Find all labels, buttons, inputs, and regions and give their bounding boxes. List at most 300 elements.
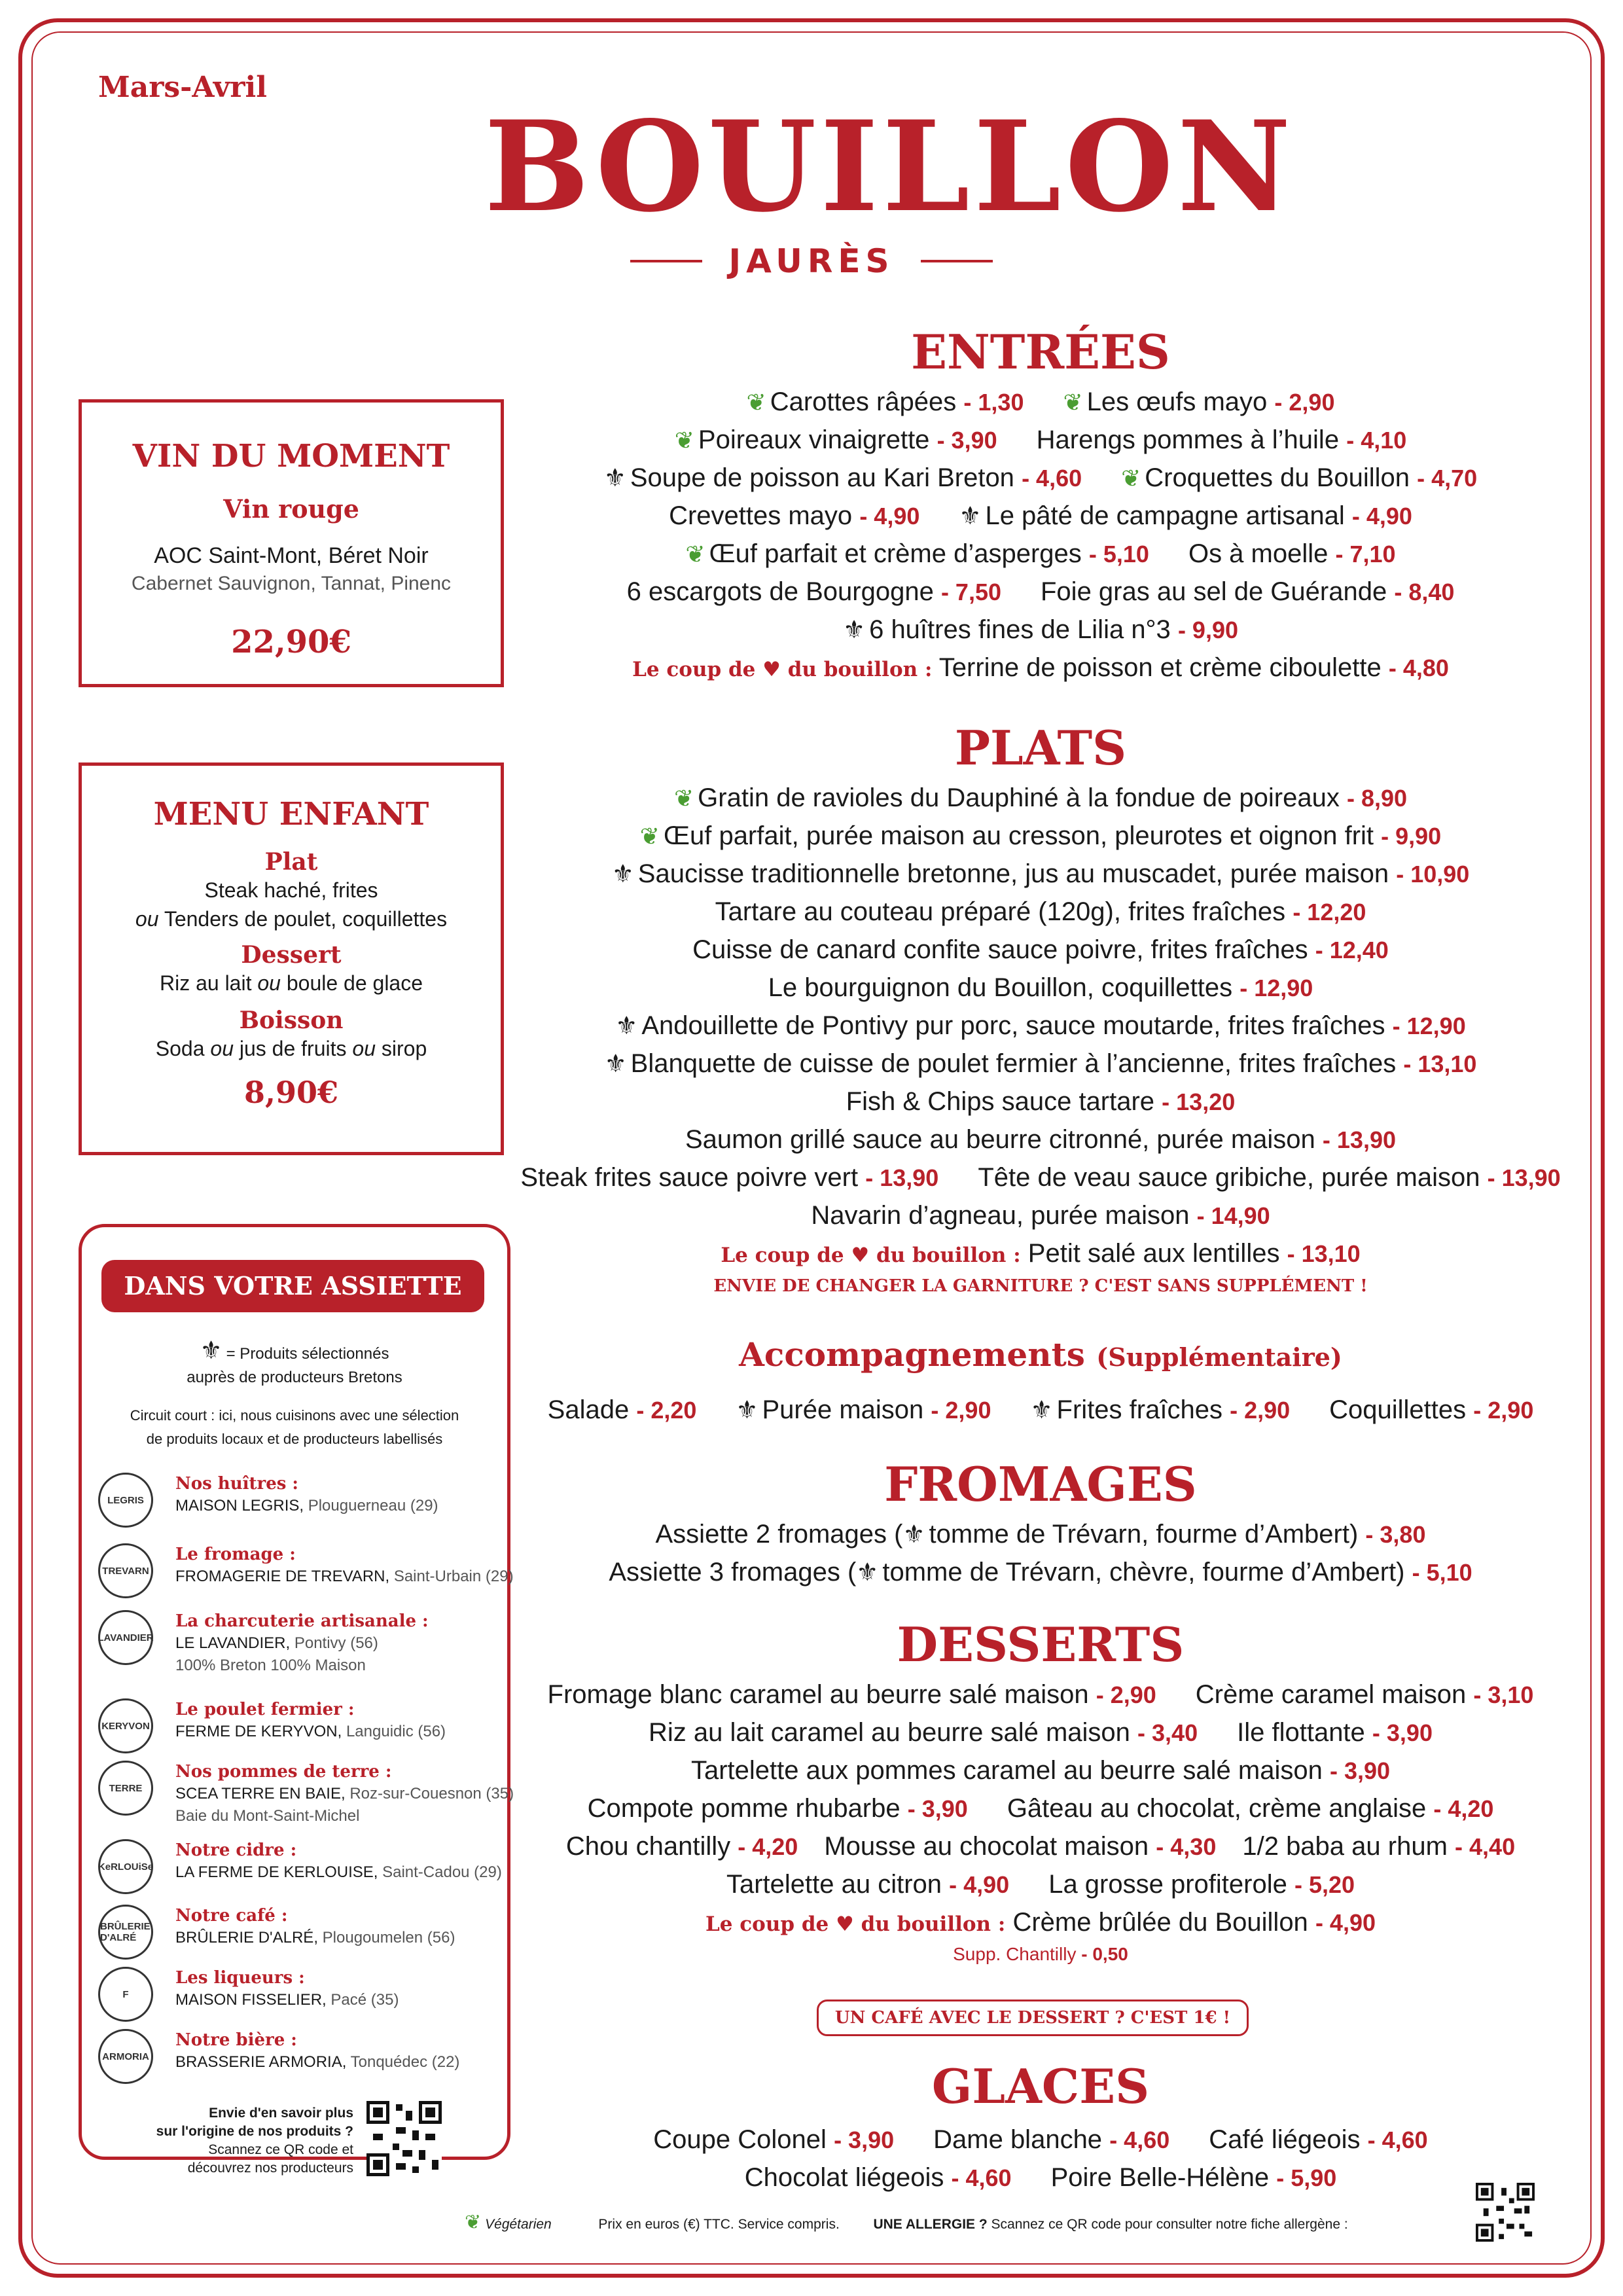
enfant-plat-label: Plat — [264, 848, 318, 876]
menu-line — [510, 1083, 1571, 1121]
entrees-list — [510, 383, 1571, 687]
item: Cuisse de canard confite sauce poivre, frites fraîches — [692, 935, 1308, 964]
item: Œuf parfait, purée maison au cresson, pleurotes et oignon frit — [663, 821, 1374, 850]
price: - 7,10 — [1335, 541, 1396, 567]
producer-item — [98, 2029, 491, 2088]
price: - 4,60 — [951, 2164, 1012, 2191]
coup-label: Le coup de ♥ du bouillon : — [705, 1912, 1006, 1936]
producer-item — [98, 1839, 502, 1898]
item: Œuf parfait et crème d’asperges — [709, 539, 1082, 568]
menu-line — [510, 779, 1571, 817]
supp-label: Supp. Chantilly — [953, 1944, 1077, 1964]
producer-logo — [98, 1967, 153, 2022]
supp-chantilly — [510, 1944, 1571, 1965]
hermine-icon: ⚜ — [603, 463, 626, 492]
item: Crème caramel maison — [1195, 1680, 1467, 1709]
producer-name-row — [175, 1632, 516, 1655]
circuit-1: Circuit court : ici, nous cuisinons avec une sélection — [130, 1407, 459, 1424]
producer-logo — [98, 1473, 153, 1528]
producer-name-row — [175, 1989, 516, 2011]
plats-title: PLATS — [954, 720, 1127, 776]
menu-line — [510, 497, 1571, 535]
price: - 4,80 — [1388, 655, 1449, 681]
price: - 9,90 — [1381, 823, 1442, 850]
producer-name: BRASSERIE ARMORIA, — [175, 2053, 347, 2071]
allergie-bold: UNE ALLERGIE ? — [873, 2217, 988, 2232]
enfant-plat-lines — [82, 876, 501, 933]
price: - 2,90 — [1096, 1681, 1156, 1708]
item: Foie gras au sel de Guérande — [1041, 577, 1387, 606]
item: Compote pomme rhubarbe — [587, 1794, 901, 1823]
enfant-plat-2: Tenders de poulet, coquillettes — [164, 907, 448, 931]
producer-logo-text: TREVARN — [102, 1565, 149, 1577]
hermine-legend — [98, 1338, 491, 1390]
price: - 4,70 — [1417, 465, 1478, 492]
menu-line — [510, 931, 1571, 969]
price: - 3,90 — [834, 2126, 895, 2153]
item: Frites fraîches — [1056, 1395, 1222, 1424]
enfant-dessert-row — [82, 969, 501, 997]
producer-name-row — [175, 2051, 516, 2073]
menu-line — [510, 1827, 1571, 1865]
vin-type: Vin rouge — [223, 494, 359, 524]
price: - 3,40 — [1137, 1719, 1198, 1746]
price: - 4,40 — [1455, 1833, 1516, 1860]
enfant-box — [79, 762, 504, 1155]
price: - 13,20 — [1162, 1088, 1236, 1115]
leaf-icon: ❦ — [746, 389, 766, 416]
item: Purée maison — [762, 1395, 924, 1424]
menu-line — [510, 893, 1571, 931]
item: Poire Belle-Hélène — [1050, 2163, 1270, 2192]
producer-loc: Languidic (56) — [346, 1723, 446, 1740]
price: - 5,10 — [1412, 1559, 1472, 1586]
producer-logo — [98, 2029, 153, 2084]
producer-logo — [98, 1543, 153, 1598]
hermine-icon: ⚜ — [959, 501, 982, 530]
price: - 13,10 — [1403, 1050, 1477, 1077]
accomp-list — [510, 1391, 1571, 1429]
item: Fish & Chips sauce tartare — [846, 1087, 1155, 1116]
price: - 3,10 — [1473, 1681, 1534, 1708]
producer-name: LA FERME DE KERLOUISE, — [175, 1863, 378, 1881]
plats-list — [510, 779, 1571, 1296]
price: - 8,40 — [1394, 579, 1455, 605]
period: Mars-Avril — [98, 71, 267, 104]
producer-name-row — [175, 1783, 516, 1805]
leaf-icon: ❦ — [639, 823, 660, 850]
producer-name: MAISON LEGRIS, — [175, 1497, 304, 1515]
menu-line — [510, 1713, 1571, 1751]
hermine-icon: ⚜ — [200, 1336, 223, 1365]
supp-price: - 0,50 — [1081, 1944, 1128, 1964]
price: - 2,90 — [1274, 389, 1335, 416]
item: Harengs pommes à l’huile — [1036, 425, 1340, 454]
price: - 4,90 — [949, 1871, 1010, 1898]
vin-price: 22,90€ — [231, 624, 351, 660]
hermine-legend-1: = Produits sélectionnés — [226, 1345, 389, 1363]
accomp-title: Accompagnements — [739, 1335, 1085, 1374]
leaf-icon: ❦ — [1121, 465, 1141, 492]
vin-name: AOC Saint-Mont, Béret Noir — [154, 543, 429, 568]
producer-logo-text: LEGRIS — [107, 1494, 144, 1506]
price: - 4,30 — [1156, 1833, 1217, 1860]
item: Tartare au couteau préparé (120g), frites fraîches — [715, 897, 1286, 926]
producer-text — [175, 1543, 516, 1588]
item: Steak frites sauce poivre vert — [520, 1163, 859, 1192]
menu-line — [510, 611, 1571, 649]
item: 6 huîtres fines de Lilia n°3 — [869, 615, 1171, 644]
assiette-title: DANS VOTRE ASSIETTE — [124, 1271, 462, 1300]
price: - 5,10 — [1088, 541, 1149, 567]
enfant-title: MENU ENFANT — [153, 796, 429, 833]
producer-text — [175, 1610, 516, 1677]
producer-label: Nos huîtres : — [175, 1474, 299, 1494]
enfant-boisson-2: jus de fruits — [239, 1037, 347, 1060]
enfant-plat-1: Steak haché, frites — [204, 878, 378, 902]
price: - 9,90 — [1177, 617, 1238, 643]
hermine-icon: ⚜ — [856, 1558, 879, 1587]
price: - 13,90 — [1487, 1164, 1561, 1191]
producer-label: La charcuterie artisanale : — [175, 1611, 429, 1631]
cafe-note: UN CAFÉ AVEC LE DESSERT ? C'EST 1€ ! — [834, 2008, 1231, 2028]
accomp-title-row — [510, 1335, 1571, 1374]
price: - 13,90 — [1322, 1126, 1396, 1153]
leaf-icon: ❦ — [673, 785, 694, 812]
enfant-boisson-3: sirop — [381, 1037, 427, 1060]
item: Saucisse traditionnelle bretonne, jus au muscadet, purée maison — [637, 859, 1389, 888]
brand — [484, 94, 1295, 280]
item: La grosse profiterole — [1048, 1870, 1287, 1899]
hermine-icon: ⚜ — [843, 615, 866, 644]
item: 1/2 baba au rhum — [1242, 1832, 1448, 1861]
item: Coupe Colonel — [653, 2125, 827, 2154]
item: Gâteau au chocolat, crème anglaise — [1007, 1794, 1427, 1823]
producer-logo-text: LAVANDIER — [98, 1632, 154, 1643]
price: - 4,60 — [1109, 2126, 1170, 2153]
price: - 3,90 — [1372, 1719, 1433, 1746]
producer-loc: Saint-Urbain (29) — [393, 1568, 514, 1585]
menu-line — [510, 459, 1571, 497]
item: Mousse au chocolat maison — [824, 1832, 1149, 1861]
qr-text-4: découvrez nos producteurs — [187, 2161, 353, 2176]
hermine-icon: ⚜ — [611, 859, 634, 888]
producer-name-row — [175, 1566, 516, 1588]
price: - 3,90 — [1329, 1757, 1391, 1784]
producer-logo — [98, 1839, 153, 1894]
price: - 12,90 — [1240, 975, 1313, 1001]
price: - 3,90 — [907, 1795, 968, 1822]
producer-text — [175, 1698, 516, 1743]
hermine-icon: ⚜ — [1030, 1395, 1053, 1424]
price: - 4,90 — [859, 503, 920, 529]
menu-line — [510, 1865, 1571, 1903]
producer-label: Le poulet fermier : — [175, 1700, 355, 1719]
qr-text-2: sur l'origine de nos produits ? — [156, 2124, 353, 2139]
menu-line — [510, 1158, 1571, 1196]
qr-info — [131, 2104, 353, 2178]
prix-note: Prix en euros (€) TTC. Service compris. — [598, 2217, 840, 2232]
menu-line — [510, 1553, 1571, 1591]
producer-item — [98, 1698, 491, 1757]
price: - 8,90 — [1346, 785, 1408, 812]
price: - 2,90 — [931, 1397, 991, 1424]
circuit-court — [98, 1404, 491, 1451]
item: Assiette 2 fromages ( — [655, 1520, 903, 1549]
item: Os à moelle — [1188, 539, 1329, 568]
menu-line — [510, 817, 1571, 855]
item: Le pâté de campagne artisanal — [985, 501, 1345, 530]
item: tomme de Trévarn, fourme d’Ambert) — [929, 1520, 1359, 1549]
plats-items — [510, 779, 1571, 1158]
hermine-legend-row — [98, 1338, 491, 1366]
item: Petit salé aux lentilles — [1027, 1239, 1280, 1268]
producer-loc: Tonquédec (22) — [350, 2053, 460, 2071]
producer-loc: Plougoumelen (56) — [322, 1929, 455, 1946]
enfant-dessert-label: Dessert — [241, 941, 342, 969]
divider — [921, 260, 993, 262]
menu-line — [510, 535, 1571, 573]
price: - 5,90 — [1276, 2164, 1337, 2191]
producer-text — [175, 1761, 516, 1827]
item: Ile flottante — [1237, 1718, 1365, 1747]
producer-loc: Pacé (35) — [330, 1991, 399, 2009]
garniture-note: ENVIE DE CHANGER LA GARNITURE ? C'EST SANS SUPPLÉMENT ! — [713, 1276, 1368, 1296]
brand-sub-row — [484, 242, 1139, 280]
producer-text — [175, 1473, 516, 1517]
producer-name: FROMAGERIE DE TREVARN, — [175, 1568, 390, 1585]
producer-name: LE LAVANDIER, — [175, 1634, 291, 1652]
producer-item — [98, 1967, 491, 2026]
item: Saumon grillé sauce au beurre citronné, purée maison — [685, 1125, 1315, 1154]
producer-text — [175, 1839, 516, 1884]
divider — [630, 260, 702, 262]
item: Croquettes du Bouillon — [1145, 463, 1410, 492]
menu-line — [510, 1121, 1571, 1158]
item: Blanquette de cuisse de poulet fermier à l’ancienne, frites fraîches — [630, 1049, 1397, 1078]
leaf-icon: ❦ — [1063, 389, 1083, 416]
coup-de-coeur — [510, 1234, 1571, 1272]
leaf-icon: ❦ — [685, 541, 705, 567]
producer-name: FERME DE KERYVON, — [175, 1723, 342, 1740]
veg-legend: Végétarien — [485, 2217, 552, 2232]
menu-line — [510, 1391, 1571, 1429]
price: - 4,20 — [1433, 1795, 1494, 1822]
producer-logo — [98, 1761, 153, 1816]
or-text: ou — [352, 1037, 376, 1060]
entrees-title: ENTRÉES — [911, 324, 1170, 380]
fromages-list — [510, 1515, 1571, 1591]
circuit-2: de produits locaux et de producteurs labellisés — [146, 1431, 443, 1447]
producer-label: Notre bière : — [175, 2030, 297, 2050]
price: - 2,20 — [636, 1397, 697, 1424]
price: - 3,90 — [936, 427, 997, 454]
desserts-list — [510, 1676, 1571, 1965]
producer-loc: Plouguerneau (29) — [308, 1497, 438, 1515]
or-text: ou — [257, 971, 281, 995]
hermine-legend-2: auprès de producteurs Bretons — [187, 1369, 402, 1386]
price: - 4,90 — [1351, 503, 1412, 529]
item: Soupe de poisson au Kari Breton — [630, 463, 1014, 492]
menu-line — [510, 1515, 1571, 1553]
footer — [465, 2211, 1479, 2234]
producer-logo-text: TERRE — [109, 1782, 143, 1794]
item: Les œufs mayo — [1086, 387, 1268, 416]
price: - 13,10 — [1287, 1240, 1361, 1267]
item: tomme de Trévarn, chèvre, fourme d’Ambert) — [882, 1558, 1405, 1587]
producer-item — [98, 1610, 491, 1674]
producer-loc: Saint-Cadou (29) — [382, 1863, 502, 1881]
producer-loc: Roz-sur-Couesnon (35) — [349, 1785, 514, 1803]
item: Fromage blanc caramel au beurre salé maison — [547, 1680, 1089, 1709]
menu-line — [510, 1045, 1571, 1083]
producer-logo — [98, 1698, 153, 1753]
price: - 1,30 — [963, 389, 1024, 416]
coup-label: Le coup de ♥ du bouillon : — [721, 1244, 1021, 1267]
assiette-title-badge — [101, 1260, 484, 1312]
producer-extra: Baie du Mont-Saint-Michel — [175, 1807, 360, 1825]
producer-logo-text: ARMORIA — [102, 2051, 149, 2062]
producer-name-row — [175, 1861, 516, 1884]
leaf-icon: ❦ — [465, 2212, 482, 2233]
item: 6 escargots de Bourgogne — [626, 577, 934, 606]
menu-line — [510, 383, 1571, 421]
item: Riz au lait caramel au beurre salé maison — [649, 1718, 1130, 1747]
producer-label: Nos pommes de terre : — [175, 1762, 392, 1782]
menu-line — [510, 421, 1571, 459]
price: - 12,20 — [1293, 899, 1366, 925]
qr-text-1: Envie d'en savoir plus — [209, 2106, 353, 2121]
vin-box — [79, 399, 504, 687]
producer-label: Les liqueurs : — [175, 1968, 305, 1988]
fromages-title: FROMAGES — [884, 1456, 1197, 1512]
producer-name: MAISON FISSELIER, — [175, 1991, 327, 2009]
producer-item — [98, 1543, 514, 1602]
or-text: ou — [135, 907, 159, 931]
producer-item — [98, 1473, 491, 1532]
cafe-note-box — [817, 2000, 1249, 2036]
coup-de-coeur — [510, 649, 1571, 687]
producer-logo-text: KERYVON — [101, 1720, 150, 1732]
price: - 5,20 — [1294, 1871, 1355, 1898]
menu-line — [510, 1196, 1571, 1234]
enfant-price: 8,90€ — [243, 1075, 339, 1110]
producer-label: Notre café : — [175, 1906, 288, 1926]
item: Gratin de ravioles du Dauphiné à la fondue de poireaux — [698, 783, 1340, 812]
producer-label: Le fromage : — [175, 1545, 296, 1564]
producer-logo-text: F — [122, 1988, 129, 2000]
or-text: ou — [210, 1037, 234, 1060]
qr-code-icon[interactable] — [1476, 2183, 1535, 2242]
producer-label: Notre cidre : — [175, 1840, 297, 1860]
enfant-dessert-1: Riz au lait — [159, 971, 252, 995]
producer-name: SCEA TERRE EN BAIE, — [175, 1785, 346, 1803]
menu-line — [510, 1676, 1571, 1713]
item: Chocolat liégeois — [744, 2163, 944, 2192]
coup-de-coeur — [510, 1903, 1571, 1941]
vin-title: VIN DU MOMENT — [132, 438, 450, 475]
menu-line — [510, 1751, 1571, 1789]
menu-line — [510, 969, 1571, 1007]
producer-name: BRÛLERIE D'ALRÉ, — [175, 1929, 318, 1946]
item: Poireaux vinaigrette — [698, 425, 930, 454]
menu-line — [510, 2121, 1571, 2159]
item: Andouillette de Pontivy pur porc, sauce moutarde, frites fraîches — [641, 1011, 1385, 1040]
glaces-list — [510, 2121, 1571, 2197]
item: Tête de veau sauce gribiche, purée maison — [978, 1163, 1480, 1192]
price: - 2,90 — [1230, 1397, 1291, 1424]
price: - 10,90 — [1396, 861, 1470, 888]
producer-name-row — [175, 1927, 516, 1949]
glaces-title: GLACES — [931, 2058, 1150, 2114]
item: Le bourguignon du Bouillon, coquillettes — [768, 973, 1233, 1002]
menu-line — [510, 855, 1571, 893]
item: Chou chantilly — [565, 1832, 731, 1861]
vin-grapes: Cabernet Sauvignon, Tannat, Pinenc — [131, 573, 452, 594]
producer-name-row — [175, 1495, 516, 1517]
item: Crème brûlée du Bouillon — [1012, 1908, 1308, 1937]
item: Carottes râpées — [770, 387, 957, 416]
producer-text — [175, 1905, 516, 1949]
producer-loc: Pontivy (56) — [294, 1634, 378, 1652]
item: Terrine de poisson et crème ciboulette — [938, 653, 1382, 682]
price: - 4,20 — [738, 1833, 798, 1860]
price: - 4,60 — [1367, 2126, 1428, 2153]
item: Dame blanche — [933, 2125, 1103, 2154]
producer-logo — [98, 1610, 153, 1665]
enfant-boisson-label: Boisson — [239, 1007, 344, 1034]
producer-logo-text: BRÛLERIE D'ALRÉ — [100, 1921, 151, 1943]
producer-text — [175, 1967, 516, 2011]
item: Tartelette au citron — [726, 1870, 942, 1899]
producer-logo — [98, 1905, 153, 1960]
enfant-boisson-row — [82, 1034, 501, 1063]
producer-logo-text: KeRLOUiSe — [98, 1861, 154, 1873]
menu-line — [510, 1007, 1571, 1045]
qr-code-icon[interactable] — [366, 2101, 442, 2176]
qr-text-3: Scannez ce QR code et — [208, 2142, 353, 2157]
price: - 3,80 — [1365, 1521, 1426, 1548]
allergie-note: Scannez ce QR code pour consulter notre fiche allergène : — [991, 2217, 1348, 2232]
menu-line — [510, 1789, 1571, 1827]
brand-sub: JAURÈS — [728, 242, 895, 280]
item: Café liégeois — [1209, 2125, 1361, 2154]
item: Salade — [547, 1395, 630, 1424]
producer-text — [175, 2029, 516, 2073]
price: - 4,10 — [1346, 427, 1407, 454]
item: Assiette 3 fromages ( — [609, 1558, 857, 1587]
price: - 4,60 — [1022, 465, 1082, 492]
hermine-icon: ⚜ — [604, 1049, 627, 1078]
enfant-boisson-1: Soda — [155, 1037, 205, 1060]
coup-label: Le coup de ♥ du bouillon : — [632, 658, 933, 681]
price: - 2,90 — [1473, 1397, 1534, 1424]
desserts-title: DESSERTS — [897, 1617, 1185, 1672]
price: - 13,90 — [865, 1164, 939, 1191]
price: - 12,90 — [1392, 1013, 1466, 1039]
hermine-icon: ⚜ — [902, 1520, 925, 1549]
accomp-subtitle: (Supplémentaire) — [1096, 1342, 1342, 1372]
leaf-icon: ❦ — [674, 427, 694, 454]
menu-line — [510, 573, 1571, 611]
menu-line — [510, 2159, 1571, 2197]
producer-item — [98, 1761, 514, 1825]
producer-extra: 100% Breton 100% Maison — [175, 1657, 366, 1674]
brand-name: BOUILLON — [484, 94, 1295, 240]
hermine-icon: ⚜ — [736, 1395, 758, 1424]
hermine-icon: ⚜ — [615, 1011, 638, 1040]
item: Tartelette aux pommes caramel au beurre salé maison — [690, 1756, 1323, 1785]
